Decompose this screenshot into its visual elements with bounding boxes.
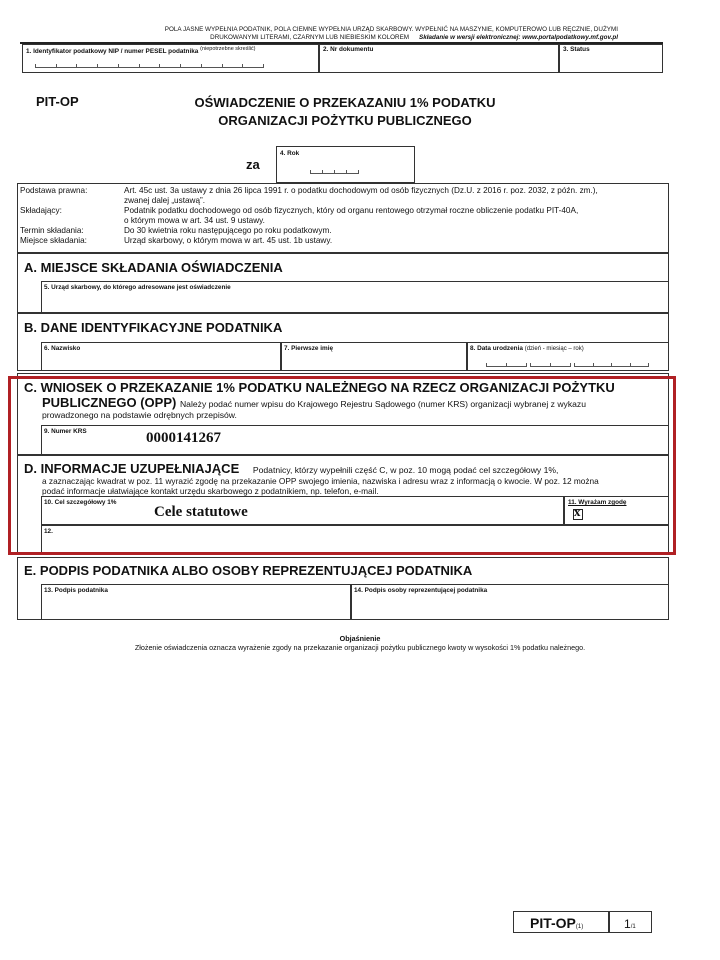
section-e bbox=[17, 557, 669, 620]
section-a bbox=[17, 253, 669, 313]
footer-form-code: PIT-OP bbox=[530, 915, 576, 931]
info-row-text bbox=[124, 226, 332, 236]
field-9-value: 0000141267 bbox=[146, 430, 221, 446]
field-6-label: 6. Nazwisko bbox=[44, 345, 81, 352]
section-c-title-line2: PUBLICZNEGO (OPP) bbox=[42, 395, 177, 410]
explanation-text: Złożenie oświadczenia oznacza wyrażenie zgody na przekazanie organizacji pożytku publicznego kwoty w wysokości 1% podatku należnego. bbox=[134, 643, 586, 652]
info-row bbox=[20, 206, 664, 226]
section-b-title: B. DANE IDENTYFIKACYJNE PODATNIKA bbox=[24, 320, 283, 335]
info-row bbox=[20, 226, 664, 236]
digit-tick bbox=[118, 64, 119, 68]
info-row-text-line1: Podatnik podatku dochodowego od osób fizycznych, który od organu rentowego otrzymał roczne obliczenie podatku PIT-40A, bbox=[124, 206, 579, 215]
info-row-label: Podstawa prawna: bbox=[20, 186, 88, 195]
field-1-digit-line bbox=[35, 67, 263, 68]
field-7-first-name[interactable] bbox=[281, 342, 467, 371]
field-5-tax-office[interactable] bbox=[41, 281, 669, 313]
field-2-label: 2. Nr dokumentu bbox=[323, 46, 374, 53]
field-4-digit-line bbox=[310, 173, 358, 174]
digit-tick bbox=[76, 64, 77, 68]
section-d-desc1: Podatnicy, którzy wypełnili część C, w poz. 10 mogą podać cel szczegółowy 1%, bbox=[252, 465, 559, 475]
section-e-title: E. PODPIS PODATNIKA ALBO OSOBY REPREZENTUJĄCEJ PODATNIKA bbox=[24, 563, 473, 578]
field-6-surname[interactable] bbox=[41, 342, 281, 371]
digit-tick bbox=[159, 64, 160, 68]
field-8-year-line bbox=[574, 366, 648, 367]
digit-tick bbox=[222, 64, 223, 68]
field-9-label: 9. Numer KRS bbox=[44, 428, 87, 435]
digit-tick bbox=[530, 363, 531, 367]
digit-tick bbox=[358, 170, 359, 174]
digit-tick bbox=[56, 64, 57, 68]
digit-tick bbox=[263, 64, 264, 68]
field-3-label: 3. Status bbox=[563, 46, 590, 53]
header-note-line2: DRUKOWANYMI LITERAMI, CZARNYM LUB NIEBIESKIM KOLOREM bbox=[210, 33, 410, 41]
section-b bbox=[17, 313, 669, 371]
field-1-note: (niepotrzebne skreślić) bbox=[200, 46, 256, 52]
info-row-text bbox=[124, 186, 598, 206]
info-row-text bbox=[124, 206, 578, 226]
info-row-label: Termin składania: bbox=[20, 226, 84, 235]
field-4-label: 4. Rok bbox=[280, 150, 300, 157]
footer-form-variant: (1) bbox=[575, 924, 584, 930]
info-block bbox=[17, 183, 669, 253]
field-4-year[interactable] bbox=[276, 146, 415, 183]
header-instructions bbox=[20, 26, 618, 41]
digit-tick bbox=[506, 363, 507, 367]
digit-tick bbox=[486, 363, 487, 367]
form-title-line1: OŚWIADCZENIE O PRZEKAZANIU 1% PODATKU bbox=[194, 95, 496, 110]
digit-tick bbox=[97, 64, 98, 68]
info-row-text-line2: zwanej dalej „ustawą”. bbox=[124, 196, 206, 205]
field-8-birth-date[interactable] bbox=[467, 342, 669, 371]
section-c-desc2: prowadzonego na podstawie odrębnych przepisów. bbox=[42, 410, 237, 420]
field-3-status bbox=[559, 44, 663, 73]
section-d-title: D. INFORMACJE UZUPEŁNIAJĄCE bbox=[24, 461, 240, 476]
digit-tick bbox=[139, 64, 140, 68]
form-code: PIT-OP bbox=[36, 94, 79, 109]
digit-tick bbox=[611, 363, 612, 367]
section-d-desc3: podać informacje ułatwiające kontakt urzędu skarbowego z podatnikiem, np. telefon, e-mail. bbox=[42, 486, 379, 496]
field-8-note: (dzień - miesiąc – rok) bbox=[524, 346, 584, 352]
field-2-document-number bbox=[319, 44, 559, 73]
digit-tick bbox=[201, 64, 202, 68]
field-7-label: 7. Pierwsze imię bbox=[284, 345, 334, 352]
digit-tick bbox=[180, 64, 181, 68]
explanation bbox=[20, 634, 700, 652]
section-c-desc: Należy podać numer wpisu do Krajowego Rejestru Sądowego (numer KRS) organizacji wybranej z wykazu bbox=[179, 399, 586, 409]
field-8-month-line bbox=[530, 366, 570, 367]
digit-tick bbox=[630, 363, 631, 367]
info-row-label: Miejsce składania: bbox=[20, 236, 87, 245]
digit-tick bbox=[310, 170, 311, 174]
field-1-nip-pesel[interactable] bbox=[22, 44, 319, 73]
info-row bbox=[20, 236, 664, 246]
field-10-value: Cele statutowe bbox=[154, 504, 248, 520]
field-10-label: 10. Cel szczegółowy 1% bbox=[44, 499, 117, 506]
info-row-label: Składający: bbox=[20, 206, 62, 215]
field-11-check-mark: x bbox=[574, 504, 581, 519]
field-8-label: 8. Data urodzenia bbox=[470, 345, 523, 352]
field-11-label: 11. Wyrażam zgodę bbox=[568, 499, 627, 506]
field-8-day-line bbox=[486, 366, 526, 367]
form-title bbox=[160, 94, 530, 130]
digit-tick bbox=[570, 363, 571, 367]
field-13-label: 13. Podpis podatnika bbox=[44, 587, 108, 594]
info-row bbox=[20, 186, 664, 206]
digit-tick bbox=[550, 363, 551, 367]
field-14-label: 14. Podpis osoby reprezentującej podatnika bbox=[354, 587, 488, 594]
footer-page-total: /1 bbox=[630, 924, 636, 930]
info-row-text-line2: o którym mowa w art. 34 ust. 9 ustawy. bbox=[124, 216, 265, 225]
section-d-desc2: a zaznaczając kwadrat w poz. 11 wyrazić zgodę na przekazanie OPP swojego imienia, nazwiska i adresu wraz z informacją o kwocie. W poz. 12 można bbox=[42, 476, 599, 486]
digit-tick bbox=[242, 64, 243, 68]
explanation-title: Objaśnienie bbox=[339, 634, 381, 643]
digit-tick bbox=[334, 170, 335, 174]
digit-tick bbox=[574, 363, 575, 367]
info-row-text-line1: Art. 45c ust. 3a ustawy z dnia 26 lipca 1991 r. o podatku dochodowym od osób fizycznych (Dz.U. z 2016 r. poz. 2032, z późn. zm.), bbox=[124, 186, 598, 195]
field-5-label: 5. Urząd skarbowy, do którego adresowane jest oświadczenie bbox=[44, 284, 231, 291]
section-c-title: C. WNIOSEK O PRZEKAZANIE 1% PODATKU NALEŻNEGO NA RZECZ ORGANIZACJI POŻYTKU bbox=[24, 380, 615, 395]
info-row-text-line1: Urząd skarbowy, o którym mowa w art. 45 ust. 1b ustawy. bbox=[124, 236, 333, 245]
digit-tick bbox=[322, 170, 323, 174]
digit-tick bbox=[593, 363, 594, 367]
highlight-frame bbox=[8, 376, 676, 555]
form-title-line2: ORGANIZACJI POŻYTKU PUBLICZNEGO bbox=[218, 113, 472, 128]
field-13-taxpayer-signature[interactable] bbox=[41, 584, 351, 620]
info-row-text bbox=[124, 236, 332, 246]
header-note-line1: POLA JASNE WYPEŁNIA PODATNIK, POLA CIEMNE WYPEŁNIA URZĄD SKARBOWY. WYPEŁNIĆ NA MASZYNIE, KOMPUTEROWO LUB RĘCZNIE, DUŻYMI bbox=[164, 26, 618, 33]
section-a-title: A. MIEJSCE SKŁADANIA OŚWIADCZENIA bbox=[24, 260, 283, 275]
field-14-representative-signature[interactable] bbox=[351, 584, 669, 620]
digit-tick bbox=[648, 363, 649, 367]
footer-form-code-box bbox=[513, 911, 609, 933]
field-1-label: 1. Identyfikator podatkowy NIP / numer PESEL podatnika bbox=[26, 48, 199, 56]
za-label: za bbox=[246, 157, 260, 172]
digit-tick bbox=[346, 170, 347, 174]
field-12-label: 12. bbox=[44, 528, 53, 535]
footer-page-box bbox=[609, 911, 652, 933]
digit-tick bbox=[526, 363, 527, 367]
footer-page-number: 1 bbox=[624, 917, 631, 931]
digit-tick bbox=[35, 64, 36, 68]
info-row-text-line1: Do 30 kwietnia roku następującego po roku podatkowym. bbox=[124, 226, 332, 235]
header-note-electronic: Składanie w wersji elektronicznej: www.portalpodatkowy.mf.gov.pl bbox=[419, 33, 618, 41]
